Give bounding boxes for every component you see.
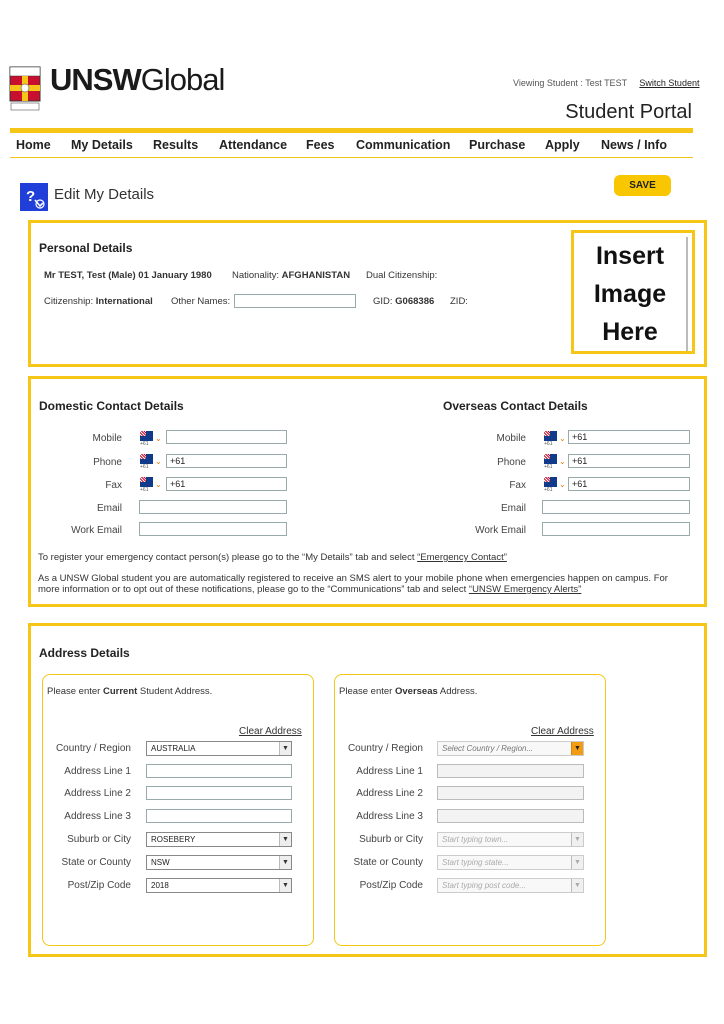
overseas-email-label: Email [500, 503, 526, 514]
brand-logo-text: UNSWGlobal [50, 62, 225, 97]
unsw-crest-logo [9, 66, 41, 112]
dropdown-arrow-icon[interactable]: ▼ [279, 879, 291, 892]
emergency-alerts-link[interactable]: “UNSW Emergency Alerts” [468, 584, 582, 595]
nav-fees[interactable]: Fees [306, 138, 335, 152]
address-line-3-input[interactable] [146, 809, 292, 823]
save-button[interactable]: SAVE [614, 175, 671, 196]
overseas-phone-label: Phone [497, 457, 526, 468]
overseas-line-1-label: Address Line 1 [356, 766, 423, 777]
overseas-fax-label: Fax [509, 480, 526, 491]
current-address-box [42, 674, 314, 946]
portal-title: Student Portal [565, 101, 692, 123]
page-title: Edit My Details [54, 186, 155, 203]
dual-citizenship-label: Dual Citizenship: [366, 270, 438, 281]
sms-alert-note-line2: more information or to opt out of these notifications, please go to the “Communications” tab and select “UNSW Emergency Alerts” [38, 584, 582, 595]
overseas-address-prompt: Please enter Overseas Address. [339, 686, 478, 697]
address-line-3-label: Address Line 3 [64, 811, 131, 822]
dial-code: +61 [544, 464, 553, 470]
clear-overseas-address-button[interactable]: Clear Address [531, 726, 594, 737]
post-code-label: Post/Zip Code [67, 880, 131, 891]
dial-code: +61 [140, 441, 149, 447]
flag-au-icon [140, 454, 153, 464]
address-line-2-label: Address Line 2 [64, 788, 131, 799]
nav-apply[interactable]: Apply [545, 138, 580, 152]
insert-image-placeholder [571, 230, 695, 354]
zid-label: ZID: [450, 296, 468, 307]
insert-image-line-3: Here [574, 313, 688, 351]
overseas-work-email-input[interactable] [542, 522, 690, 536]
domestic-contact-heading: Domestic Contact Details [39, 399, 184, 413]
overseas-suburb-label: Suburb or City [359, 834, 423, 845]
state-label: State or County [61, 857, 131, 868]
dropdown-arrow-icon[interactable]: ▼ [571, 856, 583, 869]
chevron-down-icon[interactable]: ⌄ [559, 480, 566, 489]
country-select[interactable]: AUSTRALIA ▼ [146, 741, 292, 756]
domestic-work-email-label: Work Email [71, 525, 122, 536]
switch-student-link[interactable]: Switch Student [639, 78, 700, 88]
other-names-label: Other Names: [171, 296, 231, 307]
personal-details-heading: Personal Details [39, 241, 133, 255]
flag-au-icon [544, 454, 557, 464]
nav-news-info[interactable]: News / Info [601, 138, 667, 152]
overseas-email-input[interactable] [542, 500, 690, 514]
overseas-address-box [334, 674, 606, 946]
dropdown-arrow-icon[interactable]: ▼ [279, 742, 291, 755]
chevron-down-icon[interactable]: ⌄ [155, 480, 162, 489]
dial-code: +61 [140, 464, 149, 470]
insert-image-line-2: Image [574, 275, 688, 313]
flag-au-icon [544, 477, 557, 487]
overseas-mobile-label: Mobile [496, 433, 526, 444]
domestic-mobile-label: Mobile [92, 433, 122, 444]
overseas-contact-heading: Overseas Contact Details [443, 399, 588, 413]
name-line: Mr TEST, Test (Male) 01 January 1980 [44, 270, 212, 281]
overseas-post-code-select[interactable]: Start typing post code... ▼ [437, 878, 584, 893]
dropdown-arrow-icon[interactable]: ▼ [279, 833, 291, 846]
dial-code: +61 [140, 487, 149, 493]
nav-my-details[interactable]: My Details [71, 138, 133, 152]
address-line-1-input[interactable] [146, 764, 292, 778]
address-details-panel [28, 623, 707, 957]
chevron-down-icon[interactable]: ⌄ [155, 434, 162, 443]
dropdown-arrow-icon[interactable]: ▼ [571, 879, 583, 892]
viewing-student-label: Viewing Student : Test TEST [513, 78, 627, 88]
domestic-phone-label: Phone [93, 457, 122, 468]
domestic-email-input[interactable] [139, 500, 287, 514]
overseas-line-1-input[interactable] [437, 764, 584, 778]
svg-text:?: ? [26, 188, 36, 205]
other-names-input[interactable] [234, 294, 356, 308]
overseas-post-code-label: Post/Zip Code [359, 880, 423, 891]
current-address-prompt: Please enter Current Student Address. [47, 686, 213, 697]
overseas-line-2-label: Address Line 2 [356, 788, 423, 799]
viewing-student [513, 78, 699, 88]
state-select[interactable]: NSW ▼ [146, 855, 292, 870]
nationality: Nationality: AFGHANISTAN [232, 270, 351, 281]
overseas-line-3-input[interactable] [437, 809, 584, 823]
nav-communication[interactable]: Communication [356, 138, 451, 152]
nav-results[interactable]: Results [153, 138, 199, 152]
suburb-label: Suburb or City [67, 834, 131, 845]
address-line-2-input[interactable] [146, 786, 292, 800]
overseas-country-label: Country / Region [347, 743, 423, 754]
overseas-suburb-select[interactable]: Start typing town... ▼ [437, 832, 584, 847]
flag-au-icon [544, 431, 557, 441]
flag-au-icon [140, 477, 153, 487]
chevron-down-icon[interactable]: ⌄ [559, 457, 566, 466]
gid: GID: G068386 [373, 296, 435, 307]
post-code-select[interactable]: 2018 ▼ [146, 878, 292, 893]
overseas-work-email-label: Work Email [475, 525, 526, 536]
country-label: Country / Region [55, 743, 131, 754]
overseas-mobile-input[interactable]: +61 [568, 430, 690, 444]
dial-code: +61 [544, 441, 553, 447]
overseas-phone-input[interactable]: +61 [568, 454, 690, 468]
domestic-phone-input[interactable]: +61 [166, 454, 287, 468]
chevron-down-icon[interactable]: ⌄ [155, 457, 162, 466]
citizenship: Citizenship: International [44, 296, 153, 307]
domestic-work-email-input[interactable] [139, 522, 287, 536]
overseas-fax-input[interactable]: +61 [568, 477, 690, 491]
domestic-mobile-input[interactable] [166, 430, 287, 444]
domestic-fax-input[interactable]: +61 [166, 477, 287, 491]
nav-home[interactable]: Home [16, 138, 51, 152]
main-nav [10, 134, 693, 158]
domestic-email-label: Email [96, 503, 122, 514]
address-details-heading: Address Details [39, 646, 130, 660]
overseas-line-2-input[interactable] [437, 786, 584, 800]
sms-alert-note: As a UNSW Global student you are automatically registered to receive an SMS alert to your mobile phone when emergencies happen on campus. For [38, 573, 668, 584]
chevron-down-icon[interactable]: ⌄ [559, 434, 566, 443]
nav-attendance[interactable]: Attendance [219, 138, 288, 152]
header-accent-bar [10, 128, 693, 133]
emergency-contact-note: To register your emergency contact person(s) please go to the “My Details” tab and select “Emergency Contact” [38, 552, 507, 563]
suburb-select[interactable]: ROSEBERY ▼ [146, 832, 292, 847]
overseas-state-select[interactable]: Start typing state... ▼ [437, 855, 584, 870]
nav-purchase[interactable]: Purchase [469, 138, 526, 152]
dropdown-arrow-icon[interactable]: ▼ [279, 856, 291, 869]
emergency-contact-link[interactable]: “Emergency Contact” [417, 552, 507, 563]
clear-address-button[interactable]: Clear Address [239, 726, 302, 737]
overseas-state-label: State or County [353, 857, 423, 868]
overseas-line-3-label: Address Line 3 [356, 811, 423, 822]
dropdown-arrow-icon[interactable]: ▼ [571, 742, 583, 755]
insert-image-line-1: Insert [574, 237, 688, 275]
contact-details-panel [28, 376, 707, 607]
dropdown-arrow-icon[interactable]: ▼ [571, 833, 583, 846]
help-icon[interactable] [20, 183, 48, 211]
overseas-country-select[interactable]: Select Country / Region... ▼ [437, 741, 584, 756]
flag-au-icon [140, 431, 153, 441]
address-line-1-label: Address Line 1 [64, 766, 131, 777]
domestic-fax-label: Fax [105, 480, 122, 491]
dial-code: +61 [544, 487, 553, 493]
